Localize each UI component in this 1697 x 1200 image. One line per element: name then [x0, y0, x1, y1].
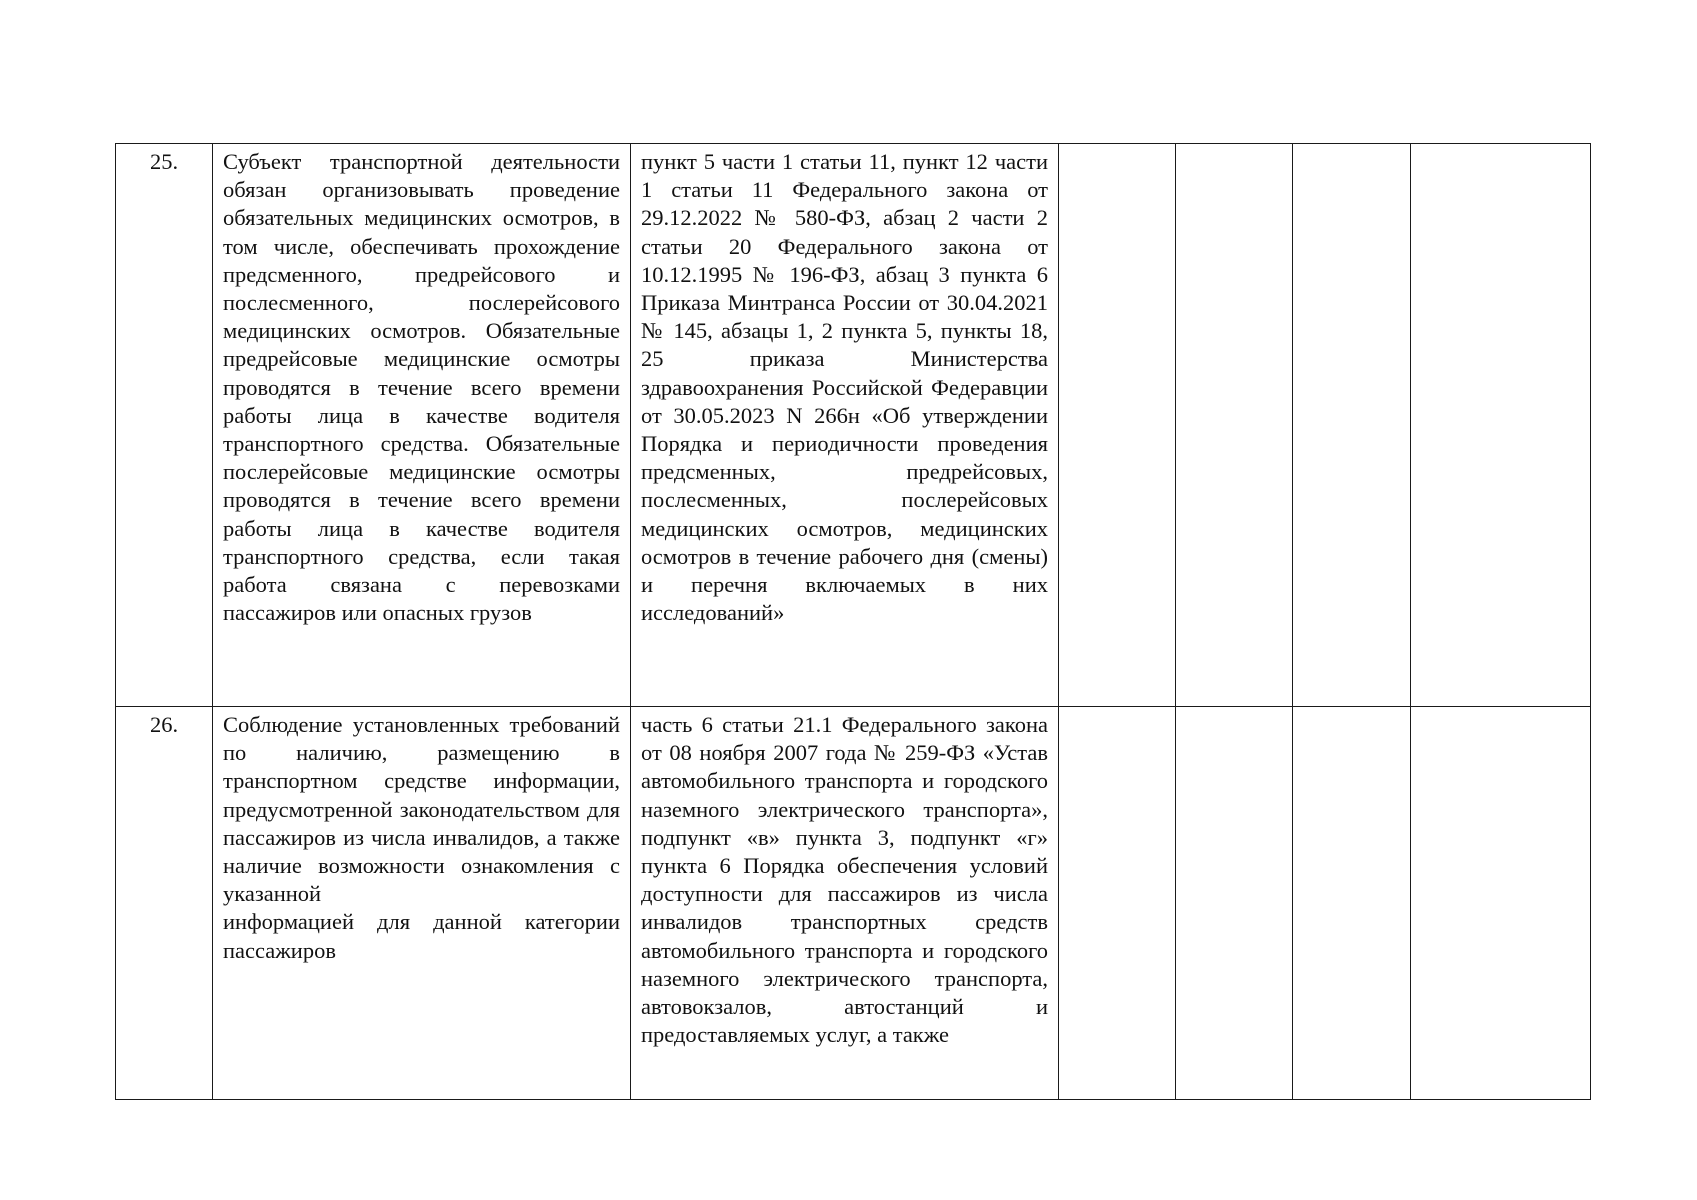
row-number: 26. [116, 707, 213, 1100]
checklist-table [115, 143, 1591, 1100]
legal-reference-content: часть 6 статьи 21.1 Федерального закона от 08 ноября 2007 года № 259-ФЗ «Устав автомобильного транспорта и городского наземного электрического транспорта», подпункт «в» пункта 3, подпункт «г» пункта 6 Порядка обеспечения условий доступности для пассажиров из числа инвалидов транспортных средств автомобильного транспорта и городского наземного электрического транспорта, автовокзалов, автостанций и предоставляемых услуг, а также [641, 712, 1048, 1048]
requirement-text-part: Соблюдение установленных требований по наличию, размещению в транспортном средстве информации, предусмотренной законодательством для пассажиров из числа инвалидов, а также наличие возможности ознакомления с указанной [223, 712, 620, 907]
empty-cell [1293, 144, 1411, 707]
requirement-text [213, 707, 631, 1100]
legal-reference-text [631, 707, 1059, 1100]
legal-reference-text: пункт 5 части 1 статьи 11, пункт 12 части 1 статьи 11 Федерального закона от 29.12.2022 № 580-ФЗ, абзац 2 части 2 статьи 20 Федерального закона от 10.12.1995 № 196-ФЗ, абзац 3 пункта 6 Приказа Минтранса России от 30.04.2021 № 145, абзацы 1, 2 пункта 5, пункты 18, 25 приказа Министерства здравоохранения Российской Федеравции от 30.05.2023 N 266н «Об утверждении Порядка и периодичности проведения предсменных, предрейсовых, послесменных, послерейсовых медицинских осмотров, медицинских осмотров в течение рабочего дня (смены) и перечня включаемых в них исследований» [631, 144, 1059, 707]
empty-cell [1176, 707, 1293, 1100]
empty-cell [1411, 707, 1591, 1100]
requirement-text: Субъект транспортной деятельности обязан организовывать проведение обязательных медицинских осмотров, в том числе, обеспечивать прохождение предсменного, предрейсового и послесменного, послерейсового медицинских осмотров. Обязательные предрейсовые медицинские осмотры проводятся в течение всего времени работы лица в качестве водителя транспортного средства. Обязательные послерейсовые медицинские осмотры проводятся в течение всего времени работы лица в качестве водителя транспортного средства, если такая работа связана с перевозками пассажиров или опасных грузов [213, 144, 631, 707]
row-number: 25. [116, 144, 213, 707]
table-row [116, 707, 1591, 1100]
requirement-text-part: информацией для данной категории пассажиров [223, 909, 620, 963]
table-row [116, 144, 1591, 707]
empty-cell [1059, 707, 1176, 1100]
empty-cell [1293, 707, 1411, 1100]
empty-cell [1176, 144, 1293, 707]
empty-cell [1059, 144, 1176, 707]
empty-cell [1411, 144, 1591, 707]
